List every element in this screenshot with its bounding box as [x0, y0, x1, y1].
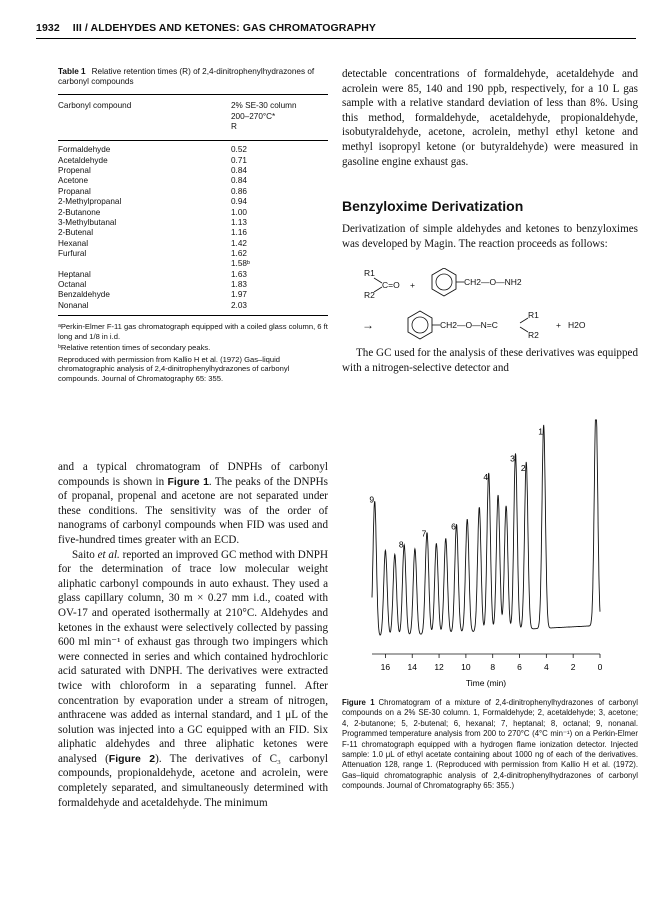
table-cell-compound: 2-Methylpropanal [58, 197, 122, 207]
figure-label: Figure 1 [342, 698, 375, 707]
x-axis-ticks [381, 654, 603, 672]
table-row [58, 290, 328, 300]
running-header [36, 22, 636, 34]
table-row [58, 249, 328, 259]
peak-label: 8 [398, 539, 404, 550]
table-note-b: ᵇRelative retention times of secondary peaks. [58, 343, 211, 353]
reaction-product: CH2—O—N=C [440, 320, 498, 330]
left-p2-text-b: reported an improved GC method with DNPH for the determination of trace low molecular weight aliphatic carbonyl compounds in auto exhaust. They used a glass capillary column, 30 m × 0.27 mm i.d., coated with OV-17 and operated isothermally at 210°C. Aldehydes and ketones in the exhaust were selectively collected by passing 600 ml min⁻¹ of exhaust gas through two impingers which were connected in series and which contained hydrochloric acid saturated with DNPH. The derivatives were extracted twice with chloroform in a separating funnel. After concentration by evaporation under a stream of nitrogen, anthracene was added as internal standard, and 1 μL of the solution was injected into a GC equipped with an FID. Six aliphatic aldehydes and three aliphatic ketones were analysed ( [58, 548, 328, 765]
reaction-plus-2: + [556, 320, 561, 330]
col-header-r-line3: R [231, 122, 237, 132]
running-title: III / ALDEHYDES AND KETONES: GAS CHROMATOGRAPHY [72, 22, 376, 34]
x-tick-label: 6 [517, 662, 522, 672]
table-cell-r: 1.83 [231, 279, 247, 289]
table-cell-r: 0.71 [231, 155, 247, 165]
left-p2-text-a: Saito [72, 548, 98, 561]
table-cell-r: 1.63 [231, 269, 247, 279]
figure-2-reference: Figure 2 [108, 752, 156, 765]
table-cell-compound: Acetone [58, 176, 89, 186]
table-cell-compound: Propanal [58, 186, 91, 196]
peak-label: 6 [451, 521, 456, 532]
col-header-compound: Carbonyl compound [58, 101, 132, 111]
table-note-source: Reproduced with permission from Kallio H et al. (1972) Gas–liquid chromatographic analysis of 2,4-dinitrophenylhydrazones of carbonyl compounds. Journal of Chromatography 65: 355. [58, 354, 290, 383]
table-body [58, 141, 328, 311]
table-cell-r: 1.00 [231, 207, 247, 217]
table-row [58, 156, 328, 166]
left-paragraph-2 [58, 548, 328, 811]
table-row [58, 141, 328, 155]
table-cell-compound: Formaldehyde [58, 145, 111, 155]
table-cell-r: 1.42 [231, 238, 247, 248]
reaction-r1: R1 [364, 268, 375, 278]
table-cell-compound: Benzaldehyde [58, 290, 110, 300]
col-header-r-line2: 200–270°C* [231, 111, 276, 121]
peak-label: 7 [421, 528, 427, 539]
right-paragraph-1: detectable concentrations of formaldehyde, acetaldehyde and acrolein were 85, 140 and 190 ppb, respectively, for a 10 L gas sample with a relative standard deviation of less than 8%. Using this method, formaldehyde, acetaldehyde, propionaldehyde, isobutyraldehyde, acetone, acrolein, methyl ethyl ketone and methyl isopropyl ketone (or butyraldehyde) were measured in gasoline engine exhaust gas. [342, 68, 638, 168]
table-row [58, 259, 328, 269]
x-tick-label: 16 [380, 662, 391, 672]
left-body-text [58, 460, 328, 810]
figure-1-reference: Figure 1 [167, 475, 209, 488]
reaction-product-r1: R1 [528, 310, 539, 320]
table-bottom-rule [58, 315, 328, 316]
table-cell-r: 1.58ᵇ [231, 259, 251, 269]
table-row [58, 187, 328, 197]
table-row [58, 228, 328, 238]
left-p1-text-b: . The peaks of the DNPHs of propanal, propenal and acetone are not separated under these conditions. The sensitivity was of the order of nanograms of carbonyl compounds when FID was used and five-hundred times greater with an ECD. [58, 475, 328, 546]
table-cell-compound: Nonanal [58, 300, 89, 310]
left-p2-text-c: ). The derivatives of C₃ carbonyl compounds, propionaldehyde, acetone and acrolein, were completely separated, and simultaneously determined with formaldehyde and acetaldehyde. The minimum [58, 752, 328, 809]
benzene-ring-2 [408, 311, 432, 339]
retention-table [58, 95, 328, 140]
table-cell-r: 0.84 [231, 176, 247, 186]
table-note-a: ᵃPerkin-Elmer F-11 gas chromatograph equipped with a coiled glass column, 6 ft long and 1/8 in i.d. [58, 321, 328, 341]
x-tick-label: 12 [434, 662, 444, 672]
table-cell-r: 1.62 [231, 248, 247, 258]
table-cell-compound: 2-Butenal [58, 228, 94, 238]
table-cell-compound: Heptanal [58, 269, 91, 279]
table-cell-r: 0.52 [231, 145, 247, 155]
x-tick-label: 14 [407, 662, 417, 672]
table-cell-r: 0.86 [231, 186, 247, 196]
table-row [58, 197, 328, 207]
table-cell-r: 2.03 [231, 300, 247, 310]
peak-label: 2 [520, 462, 526, 473]
table-cell-r: 1.97 [231, 290, 247, 300]
table-notes [58, 322, 328, 384]
table-cell-r: 1.13 [231, 217, 247, 227]
col-header-r-line1: 2% SE-30 column [231, 101, 297, 111]
table-cell-r: 0.84 [231, 166, 247, 176]
table-cell-compound: 2-Butanone [58, 207, 101, 217]
table-row [58, 176, 328, 186]
reaction-carbonyl: C=O [382, 280, 400, 290]
table-row [58, 166, 328, 176]
x-tick-label: 2 [570, 662, 576, 672]
x-tick-label: 0 [597, 662, 603, 672]
table-caption-text: Relative retention times (R) of 2,4-dinitrophenylhydrazones of carbonyl compounds [58, 67, 315, 87]
table-row [58, 239, 328, 249]
table-row [58, 280, 328, 290]
x-tick-label: 4 [543, 662, 549, 672]
right-paragraph-2: Derivatization of simple aldehydes and ketones to benzyloximes was developed by Magin. The reaction proceeds as follows: [342, 223, 638, 250]
benzene-ring-1 [432, 268, 456, 296]
reaction-reagent: CH2—O—NH2 [464, 277, 522, 287]
header-rule [36, 38, 636, 39]
left-p1-text-a: and a typical chromatogram of DNPHs of carbonyl compounds is shown in [58, 461, 328, 488]
chromatogram-trace [372, 420, 600, 635]
right-paragraph-3: The GC used for the analysis of these derivatives was equipped with a nitrogen-selective detector and [342, 347, 638, 374]
table-row [58, 218, 328, 228]
table-row [58, 270, 328, 280]
peak-label: 4 [483, 471, 489, 482]
table-row [58, 208, 328, 218]
table-cell-compound: Propenal [58, 166, 91, 176]
table-row [58, 301, 328, 311]
figure-caption [342, 698, 638, 792]
table-header-row [58, 95, 328, 140]
reaction-r2: R2 [364, 290, 375, 300]
table-cell-r: 1.16 [231, 228, 247, 238]
peak-label: 1 [538, 426, 544, 437]
et-al: et al. [97, 548, 120, 561]
table-caption [58, 67, 328, 87]
table-cell-compound: Furfural [58, 248, 87, 258]
table-1 [58, 67, 328, 386]
page-number: 1932 [36, 22, 60, 34]
table-cell-compound: Acetaldehyde [58, 155, 108, 165]
chromatogram-signal-line [372, 420, 600, 635]
reaction-arrow: → [362, 318, 374, 332]
chromatogram-figure [342, 410, 638, 692]
reaction-scheme [360, 268, 630, 340]
table-cell-r: 0.94 [231, 197, 247, 207]
reaction-water: H2O [568, 320, 586, 330]
peak-label: 3 [510, 453, 515, 464]
reaction-product-r2: R2 [528, 330, 539, 340]
table-cell-compound: Hexanal [58, 238, 89, 248]
reaction-plus-1: + [410, 280, 415, 290]
x-axis-label: Time (min) [465, 678, 507, 688]
section-heading: Benzyloxime Derivatization [342, 198, 524, 214]
table-cell-compound [58, 259, 231, 269]
table-cell-compound: 3-Methylbutanal [58, 217, 117, 227]
table-label: Table 1 [58, 67, 86, 76]
col-header-r [231, 95, 328, 140]
left-paragraph-1 [58, 460, 328, 548]
x-tick-label: 8 [490, 662, 496, 672]
x-tick-label: 10 [461, 662, 471, 672]
peak-label: 9 [369, 494, 375, 505]
figure-caption-text: Chromatogram of a mixture of 2,4-dinitrophenylhydrazones of carbonyl compounds on a 2% SE-30 column. 1, Formaldehyde; 2, acetaldehyde; 3, acetone; 4, 2-butanone; 5, 2-butenal; 6, hexanal; 7, heptanal; 8, octanal; 9, nonanal. Programmed temperature analysis from 200 to 270°C (4°C min⁻¹) on a Perkin-Elmer F-11 chromatograph equipped with a hydrogen flame ionization detector. Injected sample: 1.0 μL of ethyl acetate containing about 1000 ng of each of the derivatives. Attenuation 128, range 1. (Reproduced with permission from Kallio H et al. (1972). Gas–liquid chromatographic analysis of 2,4-dinitrophenylhydrazones of carbonyl compounds. Journal of Chromatography 65: 355.) [342, 698, 639, 791]
table-cell-compound: Octanal [58, 279, 87, 289]
